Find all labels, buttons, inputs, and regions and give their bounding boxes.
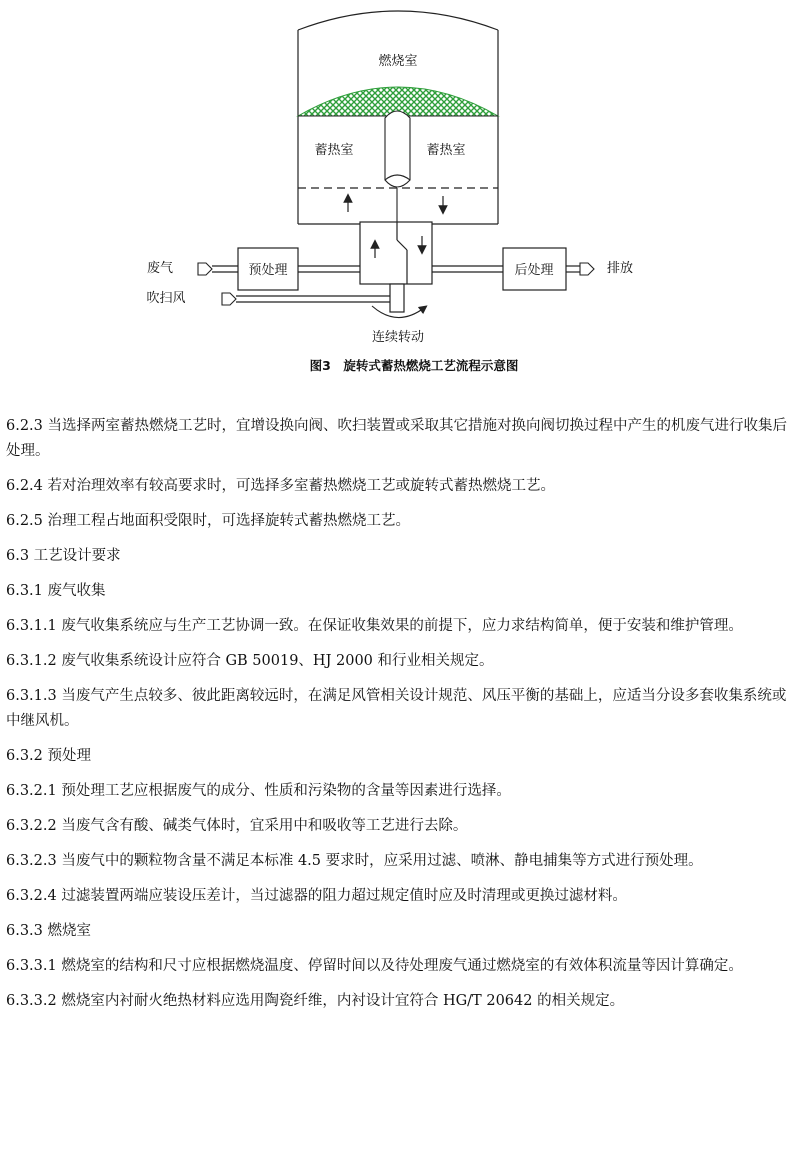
- clause-6-3-3-1: 6.3.3.1 燃烧室的结构和尺寸应根据燃烧温度、停留时间以及待处理废气通过燃烧室的有效体积流量等因计算确定。: [6, 958, 743, 974]
- clause-6-3-2-4: 6.3.2.4 过滤装置两端应装设压差计，当过滤器的阻力超过规定值时应及时清理或更换过滤材料。: [6, 888, 627, 904]
- section-heading-6-3: 6.3 工艺设计要求: [6, 548, 121, 564]
- clause-6-2-4: 6.2.4 若对治理效率有较高要求时，可选择多室蓄热燃烧工艺或旋转式蓄热燃烧工艺。: [6, 478, 556, 494]
- clause-6-3-2-2: 6.3.2.2 当废气含有酸、碱类气体时，宜采用中和吸收等工艺进行去除。: [6, 818, 468, 834]
- clause-6-3-1-1: 6.3.1.1 废气收集系统应与生产工艺协调一致。在保证收集效果的前提下，应力求结构简单，便于安装和维护管理。: [6, 618, 743, 634]
- continuous-rotation-label: 连续转动: [371, 330, 425, 345]
- rto-process-diagram: [0, 0, 800, 380]
- subsection-heading-6-3-2: 6.3.2 预处理: [6, 748, 92, 764]
- exhaust-inlet-arrow-icon: [198, 263, 212, 275]
- purge-inlet-arrow-icon: [222, 293, 236, 305]
- clause-6-3-1-2: 6.3.1.2 废气收集系统设计应符合 GB 50019、HJ 2000 和行业相关规定。: [6, 653, 494, 669]
- discharge-arrow-icon: [580, 263, 594, 275]
- exhaust-gas-label: 废气: [146, 261, 174, 276]
- purge-air-label: 吹扫风: [146, 291, 186, 306]
- regen-right-label: 蓄热室: [426, 143, 466, 158]
- document-body: [6, 414, 800, 1024]
- center-tube: [385, 111, 410, 222]
- regen-left-label: 蓄热室: [314, 143, 354, 158]
- rotary-valve-box: [360, 222, 432, 284]
- clause-6-3-2-3: 6.3.2.3 当废气中的颗粒物含量不满足本标准 4.5 要求时，应采用过滤、喷淋、静电捕集等方式进行预处理。: [6, 853, 703, 869]
- clause-6-3-1-3: 6.3.1.3 当废气产生点较多、彼此距离较远时，在满足风管相关设计规范、风压平衡的基础上，应适当分设多套收集系统或中继风机。: [6, 688, 787, 729]
- combustion-chamber-label: 燃烧室: [378, 54, 418, 69]
- clause-6-2-5: 6.2.5 治理工程占地面积受限时，可选择旋转式蓄热燃烧工艺。: [6, 513, 411, 529]
- subsection-heading-6-3-3: 6.3.3 燃烧室: [6, 923, 92, 939]
- posttreatment-label: 后处理: [514, 263, 554, 278]
- subsection-heading-6-3-1: 6.3.1 废气收集: [6, 583, 106, 599]
- discharge-label: 排放: [606, 261, 634, 276]
- clause-6-3-2-1: 6.3.2.1 预处理工艺应根据废气的成分、性质和污染物的含量等因素进行选择。: [6, 783, 511, 799]
- clause-6-2-3: 6.2.3 当选择两室蓄热燃烧工艺时，宜增设换向阀、吹扫装置或采取其它措施对换向阀切换过程中产生的机废气进行收集后处理。: [6, 418, 787, 459]
- figure-caption: 图3 旋转式蓄热燃烧工艺流程示意图: [309, 358, 519, 373]
- pretreatment-label: 预处理: [248, 263, 288, 278]
- clause-6-3-3-2: 6.3.3.2 燃烧室内衬耐火绝热材料应选用陶瓷纤维，内衬设计宜符合 HG/T 20642 的相关规定。: [6, 993, 625, 1009]
